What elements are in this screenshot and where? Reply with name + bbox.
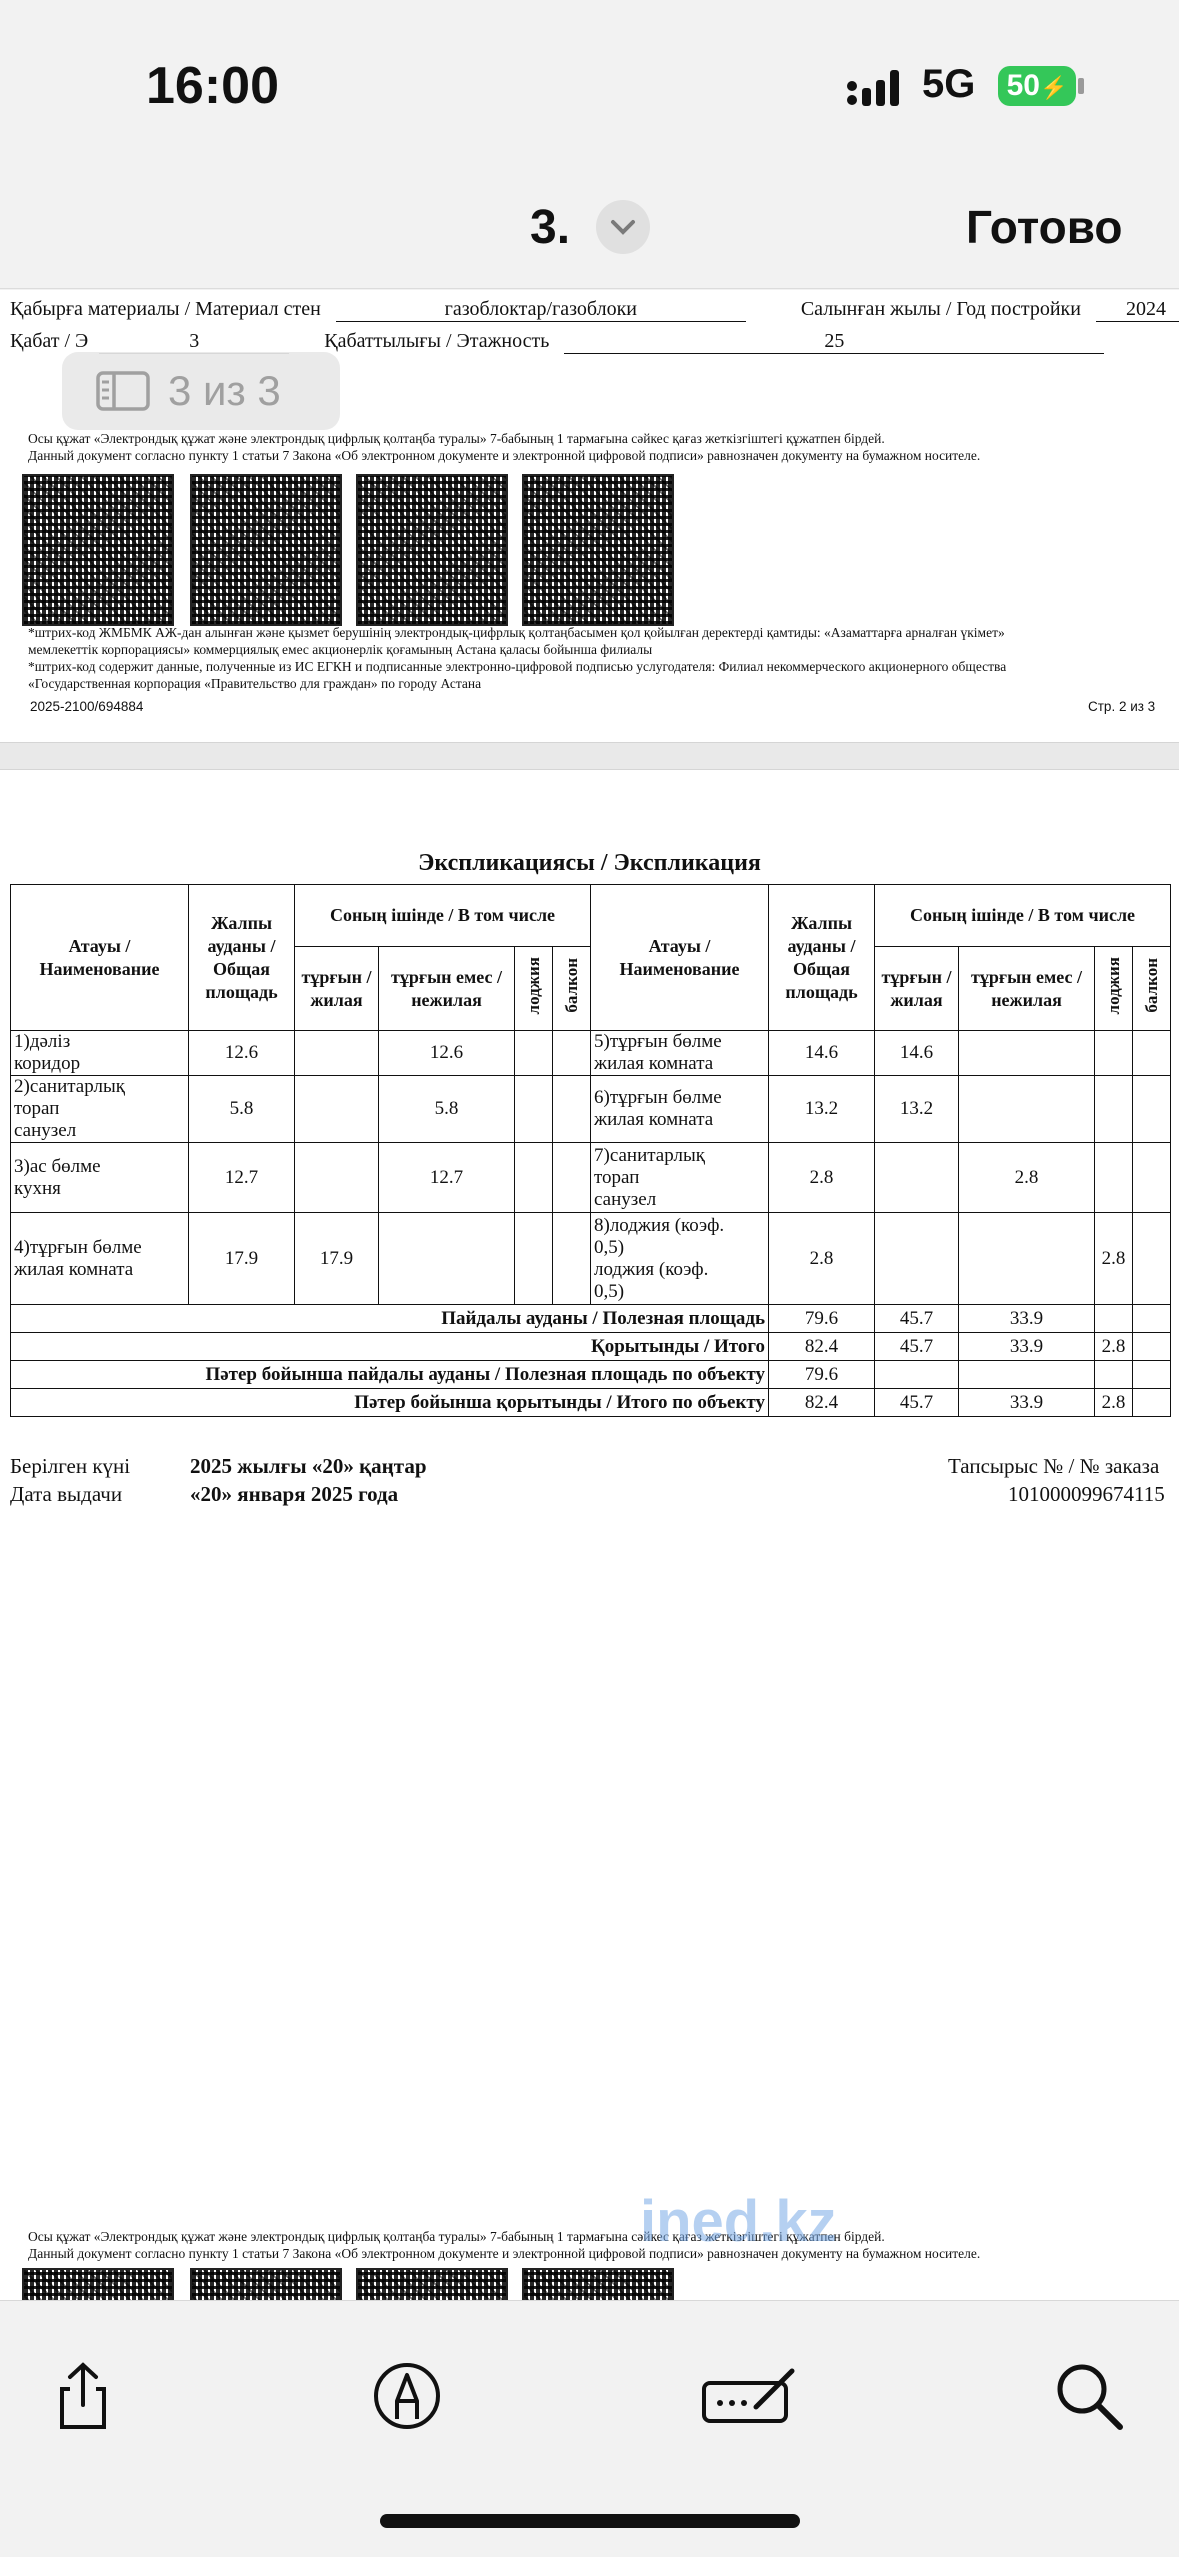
table-row <box>11 1143 1171 1213</box>
col-nonliving: тұрғын емес / нежилая <box>959 947 1095 1031</box>
summary-row <box>11 1333 1171 1361</box>
summary-total: 79.6 <box>769 1305 875 1333</box>
summary-living <box>875 1361 959 1389</box>
document-number: 2025-2100/694884 <box>30 699 144 714</box>
status-time: 16:00 <box>146 57 279 115</box>
qr-code <box>190 2268 342 2300</box>
room-living: 14.6 <box>875 1031 959 1076</box>
summary-row <box>11 1389 1171 1417</box>
table-row <box>11 1213 1171 1305</box>
room-total: 13.2 <box>769 1076 875 1143</box>
page-number: Стр. 2 из 3 <box>1088 699 1156 714</box>
floors-value: 25 <box>564 330 1104 354</box>
room-living <box>295 1031 379 1076</box>
room-total: 14.6 <box>769 1031 875 1076</box>
col-nonliving: тұрғын емес / нежилая <box>379 947 515 1031</box>
done-button[interactable]: Готово <box>966 201 1123 253</box>
summary-row <box>11 1361 1171 1389</box>
room-balcony <box>553 1143 591 1213</box>
status-bar <box>0 0 1179 170</box>
qr-code <box>522 474 674 626</box>
signal-icon <box>846 66 908 110</box>
table-row <box>11 1031 1171 1076</box>
build-year-value: 2024 <box>1096 298 1179 322</box>
room-living <box>875 1143 959 1213</box>
room-loggia <box>515 1143 553 1213</box>
summary-loggia: 2.8 <box>1095 1389 1133 1417</box>
issue-date-ru: «20» января 2025 года <box>190 1482 399 1506</box>
col-balcony: балкон <box>1142 958 1161 1013</box>
room-total: 2.8 <box>769 1143 875 1213</box>
summary-total: 79.6 <box>769 1361 875 1389</box>
wall-material-row: Қабырға материалы / Материал стен газоблоктар/газоблоки Салынған жылы / Год постройки 2024 <box>10 298 1179 322</box>
battery-level: 50 <box>1006 69 1040 102</box>
summary-living: 45.7 <box>875 1389 959 1417</box>
room-nonliving <box>959 1031 1095 1076</box>
room-name: 4)тұрғын бөлме жилая комната <box>11 1213 189 1305</box>
summary-balcony <box>1133 1333 1171 1361</box>
room-loggia <box>515 1031 553 1076</box>
room-total: 12.6 <box>189 1031 295 1076</box>
qr-code <box>356 2268 508 2300</box>
qr-code <box>522 2268 674 2300</box>
explication-heading: Экспликациясы / Экспликация <box>418 850 761 876</box>
room-nonliving: 2.8 <box>959 1143 1095 1213</box>
room-balcony <box>1133 1076 1171 1143</box>
room-nonliving: 12.6 <box>379 1031 515 1076</box>
battery-icon: 50⚡ <box>998 66 1076 106</box>
watermark: ined.kz <box>640 2189 837 2254</box>
nav-bar <box>0 170 1179 289</box>
qr-code <box>356 474 508 626</box>
page-indicator: 3 из 3 <box>62 352 340 430</box>
col-name: Атауы / Наименование <box>11 885 189 1031</box>
room-balcony <box>1133 1143 1171 1213</box>
room-total: 5.8 <box>189 1076 295 1143</box>
room-balcony <box>1133 1213 1171 1305</box>
col-loggia: лоджия <box>524 956 543 1015</box>
room-name: 3)ас бөлме кухня <box>11 1143 189 1213</box>
col-living: тұрғын / жилая <box>295 947 379 1031</box>
room-balcony <box>553 1031 591 1076</box>
col-living: тұрғын / жилая <box>875 947 959 1031</box>
col-name: Атауы / Наименование <box>591 885 769 1031</box>
qr-code <box>22 474 174 626</box>
room-living: 13.2 <box>875 1076 959 1143</box>
document-title[interactable]: 3. <box>530 201 571 254</box>
summary-total: 82.4 <box>769 1333 875 1361</box>
summary-nonliving: 33.9 <box>959 1305 1095 1333</box>
room-name: 8)лоджия (коэф. 0,5) лоджия (коэф. 0,5) <box>591 1213 769 1305</box>
room-total: 17.9 <box>189 1213 295 1305</box>
room-total: 2.8 <box>769 1213 875 1305</box>
room-living <box>295 1076 379 1143</box>
summary-living: 45.7 <box>875 1305 959 1333</box>
summary-balcony <box>1133 1305 1171 1333</box>
summary-nonliving <box>959 1361 1095 1389</box>
markup-icon[interactable] <box>372 2361 442 2431</box>
col-balcony: балкон <box>562 958 581 1013</box>
room-balcony <box>1133 1031 1171 1076</box>
room-balcony <box>553 1213 591 1305</box>
room-living: 17.9 <box>295 1213 379 1305</box>
summary-row <box>11 1305 1171 1333</box>
room-loggia <box>1095 1143 1133 1213</box>
wall-material-value: газоблоктар/газоблоки <box>336 298 746 322</box>
summary-balcony <box>1133 1389 1171 1417</box>
room-total: 12.7 <box>189 1143 295 1213</box>
summary-label: Қорытынды / Итого <box>11 1333 769 1361</box>
signature-icon[interactable] <box>700 2361 800 2431</box>
table-row <box>11 1076 1171 1143</box>
summary-living: 45.7 <box>875 1333 959 1361</box>
col-total: Жалпы ауданы / Общая площадь <box>189 885 295 1031</box>
col-incl: Соның ішінде / В том числе <box>295 885 591 947</box>
room-nonliving: 5.8 <box>379 1076 515 1143</box>
qr-code <box>190 474 342 626</box>
floor-row: Қабат / Э 3 Қабаттылығы / Этажность 25 <box>10 330 1104 354</box>
share-icon[interactable] <box>48 2361 118 2431</box>
battery-cap <box>1078 78 1084 94</box>
col-incl: Соның ішінде / В том числе <box>875 885 1171 947</box>
room-name: 1)дәліз коридор <box>11 1031 189 1076</box>
summary-nonliving: 33.9 <box>959 1389 1095 1417</box>
page-separator <box>0 742 1179 770</box>
room-balcony <box>553 1076 591 1143</box>
issue-date-kz: 2025 жылғы «20» қаңтар <box>190 1454 427 1478</box>
summary-loggia <box>1095 1361 1133 1389</box>
room-name: 5)тұрғын бөлме жилая комната <box>591 1031 769 1076</box>
qr-code <box>22 2268 174 2300</box>
room-nonliving <box>959 1213 1095 1305</box>
title-menu-button[interactable] <box>596 200 650 254</box>
order-number: 101000099674115 <box>1008 1482 1165 1506</box>
room-living <box>295 1143 379 1213</box>
summary-loggia: 2.8 <box>1095 1333 1133 1361</box>
room-loggia <box>515 1076 553 1143</box>
summary-balcony <box>1133 1361 1171 1389</box>
col-total: Жалпы ауданы / Общая площадь <box>769 885 875 1031</box>
room-nonliving <box>959 1076 1095 1143</box>
room-name: 2)санитарлық торап санузел <box>11 1076 189 1143</box>
home-indicator <box>380 2514 800 2528</box>
summary-loggia <box>1095 1305 1133 1333</box>
sidebar-icon <box>96 371 150 411</box>
summary-nonliving: 33.9 <box>959 1333 1095 1361</box>
room-nonliving <box>379 1213 515 1305</box>
search-icon[interactable] <box>1054 2361 1124 2431</box>
col-loggia: лоджия <box>1104 956 1123 1015</box>
document-viewer[interactable]: Қабырға материалы / Материал стен газоблоктар/газоблоки Салынған жылы / Год постройки 2024 Қабат / Э 3 Қабаттылығы / Этажность 25 3 из 3 Осы құжат «Электрондық құжат және электрондық цифрлық қолтаңба туралы» 7-бабының 1 тармағына сәйкес қағаз жеткізгіштегі құжатпен бірдей. Данный документ согласно пункту 1 статьи 7 Закона «Об электронном документе и электронной цифровой подписи» равнозначен документу на бумажном носителе. *штрих-код ЖМБМК АЖ-дан алынған және қызмет берушінің электрондық-цифрлық қолтаңбасымен қол қойылған деректерді қамтиды: «Азаматтарға арналған үкімет» мемлекеттік корпорациясы» коммерциялық емес акционерлік қоғамының Астана қаласы бойынша филиалы *штрих-код содержит данные, полученные из ИС ЕГКН и подписанные электронно-цифровой подписью услугодателя: Филиал некоммерческого акционерного общества «Государственная корпорация «Правительство для граждан» по городу Астана 2025-2100/694884 Стр. 2 из 3 Экспликациясы / Экспликация Атауы / Наименование Жалпы ауданы / Общая площадь Соның ішінде / В том числе Атауы / Наименование Жалпы ауданы / Общая площадь Соның ішінде / В том числе тұрғын / жилая тұрғын емес / нежилая лоджия балкон тұрғын / жилая тұрғын емес / нежилая лоджия балкон 1)дәліз коридор 12.6 12.6 5)тұрғын бөлме жилая комната 14.6 14.6 2)санитарлық торап санузел 5.8 5.8 6)тұрғын бөлме жилая комната 13.2 13.2 3)ас бөлме кухня 12.7 12.7 7)санитарлық торап санузел 2.8 2.8 4)тұрғын бөлме жилая комната 17.9 17.9 8)лоджия (коэф. 0,5) лоджия (коэф. 0,5) 2.8 2.8 Пайдалы ауданы / Полезная площадь 79.6 45.7 33.9 Қорытынды / Итого 82.4 45.7 33.9 2.8 Пәтер бойынша пайдалы ауданы / Полезная площадь по объекту 79.6 Пәтер бойынша қорытынды / Итого по объекту 82.4 45.7 33.9 2.8 Берілген күні 2025 жылғы «20» қаңтар Дата выдачи «20» января 2025 года Тапсырыс № / № заказа 101000099674115 Осы құжат «Электрондық құжат және электрондық цифрлық қолтаңба туралы» 7-бабының 1 тармағына сәйкес қағаз жеткізгіштегі құжатпен бірдей. Данный документ согласно пункту 1 статьи 7 Закона «Об электронном документе и электронной цифровой подписи» равнозначен документу на бумажном носителе. ined.kz <box>0 290 1179 2300</box>
room-loggia <box>515 1213 553 1305</box>
explication-table <box>10 884 1171 1417</box>
room-living <box>875 1213 959 1305</box>
room-loggia <box>1095 1031 1133 1076</box>
room-loggia <box>1095 1076 1133 1143</box>
summary-label: Пайдалы ауданы / Полезная площадь <box>11 1305 769 1333</box>
summary-total: 82.4 <box>769 1389 875 1417</box>
chevron-down-icon <box>610 218 636 236</box>
summary-label: Пәтер бойынша пайдалы ауданы / Полезная площадь по объекту <box>11 1361 769 1389</box>
summary-label: Пәтер бойынша қорытынды / Итого по объекту <box>11 1389 769 1417</box>
network-type: 5G <box>922 62 976 106</box>
room-loggia: 2.8 <box>1095 1213 1133 1305</box>
room-nonliving: 12.7 <box>379 1143 515 1213</box>
room-name: 6)тұрғын бөлме жилая комната <box>591 1076 769 1143</box>
room-name: 7)санитарлық торап санузел <box>591 1143 769 1213</box>
